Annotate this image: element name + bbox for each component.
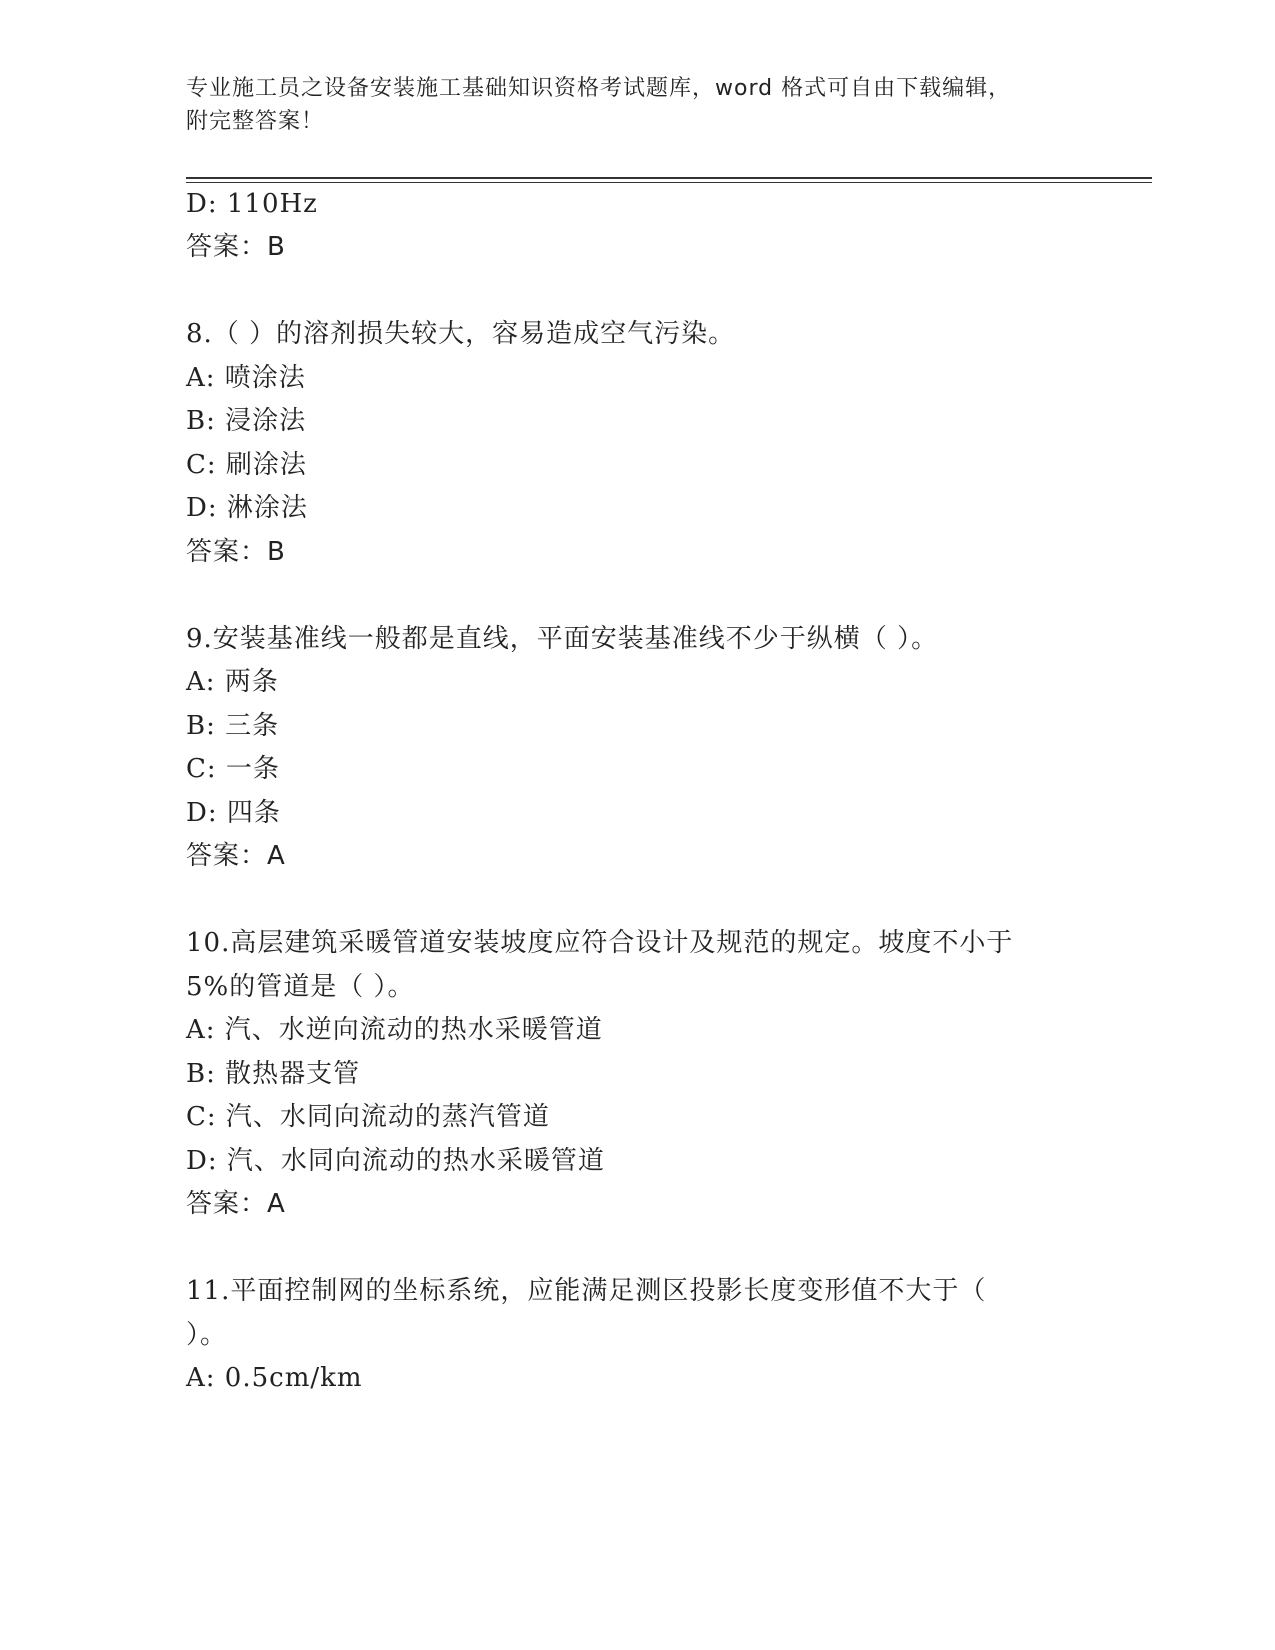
q10-option-c: C: 汽、水同向流动的蒸汽管道 xyxy=(186,1102,550,1132)
q8-option-b: B: 浸涂法 xyxy=(186,406,307,436)
q9-option-d: D: 四条 xyxy=(186,798,281,828)
q8-stem: 8.（ ）的溶剂损失较大，容易造成空气污染。 xyxy=(186,319,736,349)
q8-option-c: C: 刷涂法 xyxy=(186,450,307,480)
q7-answer: 答案：B xyxy=(186,232,286,262)
q10-stem-line-2: 5%的管道是（ ）。 xyxy=(186,972,415,1002)
q9-option-b: B: 三条 xyxy=(186,711,280,741)
q9-answer: 答案：A xyxy=(186,841,286,871)
q10-option-b: B: 散热器支管 xyxy=(186,1059,361,1089)
q9-option-c: C: 一条 xyxy=(186,754,280,784)
q10-answer: 答案：A xyxy=(186,1189,286,1219)
q8-option-a: A: 喷涂法 xyxy=(186,363,306,393)
q10-option-d: D: 汽、水同向流动的热水采暖管道 xyxy=(186,1146,605,1176)
q9-stem: 9.安装基准线一般都是直线，平面安装基准线不少于纵横（ ）。 xyxy=(186,624,939,654)
q11-option-a: A: 0.5cm/km xyxy=(186,1363,363,1393)
q8-option-d: D: 淋涂法 xyxy=(186,493,308,523)
q11-stem-line-1: 11.平面控制网的坐标系统，应能满足测区投影长度变形值不大于（ xyxy=(186,1276,987,1306)
q9-option-a: A: 两条 xyxy=(186,667,279,697)
q10-stem-line-1: 10.高层建筑采暖管道安装坡度应符合设计及规范的规定。坡度不小于 xyxy=(186,928,1014,958)
q11-stem-line-2: ）。 xyxy=(186,1320,228,1350)
q7-option-d: D: 110Hz xyxy=(186,189,318,219)
header-divider xyxy=(186,177,1152,183)
header-line-1: 专业施工员之设备安装施工基础知识资格考试题库，word 格式可自由下载编辑， xyxy=(186,76,1012,101)
q8-answer: 答案：B xyxy=(186,537,286,567)
header-line-2: 附完整答案！ xyxy=(186,109,325,134)
q10-option-a: A: 汽、水逆向流动的热水采暖管道 xyxy=(186,1015,603,1045)
document-header xyxy=(186,72,1066,138)
